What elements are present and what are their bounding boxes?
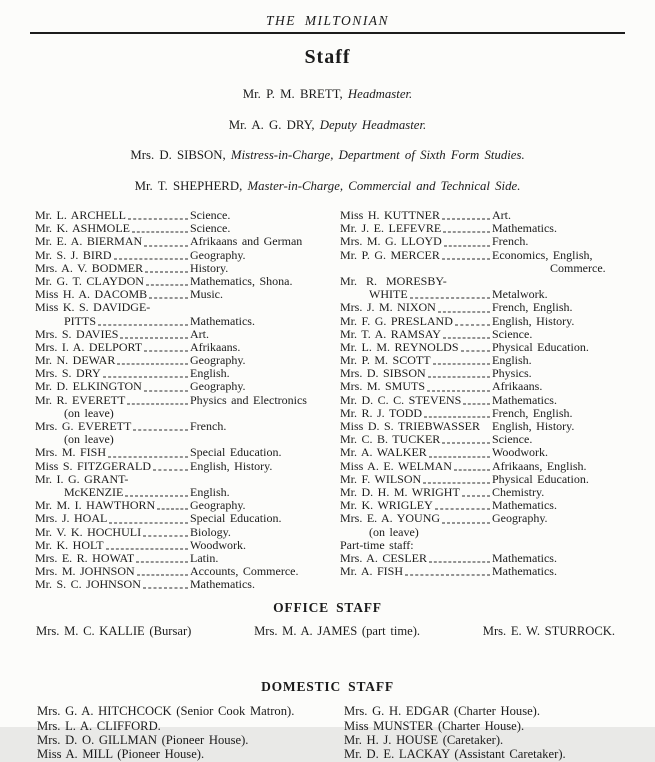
staff-subject: Mathematics. — [492, 221, 557, 236]
staff-name: Mr. R. J. TODD — [340, 405, 423, 420]
dotted-leader — [144, 378, 188, 391]
staff-name: Mrs. G. EVERETT — [35, 419, 132, 433]
staff-name: Mrs. A. CESLER — [340, 550, 428, 565]
leadership-role: Headmaster. — [347, 87, 413, 101]
staff-name: Miss H. A. DACOMB — [35, 287, 148, 302]
dotted-leader — [444, 233, 490, 246]
staff-subject: History. — [190, 260, 229, 275]
leadership-line — [0, 87, 655, 102]
staff-subject: Physics and Electronics — [190, 392, 307, 407]
dotted-leader — [132, 220, 188, 233]
staff-subject: French. — [492, 234, 529, 249]
domestic-staff-member: Mr. D. E. LACKAY (Assistant Caretaker). — [344, 747, 566, 762]
staff-name: Mrs. S. DRY — [35, 366, 101, 381]
leader-spacer — [416, 536, 490, 549]
staff-row — [340, 394, 650, 407]
staff-subject: Economics, English, — [492, 247, 593, 262]
staff-name: Mrs. M. G. LLOYD — [340, 234, 442, 249]
leader-spacer — [116, 404, 188, 417]
staff-name: Mrs. M. SMUTS — [340, 379, 426, 394]
staff-row — [340, 460, 650, 473]
dotted-leader — [461, 338, 490, 351]
staff-row — [340, 512, 650, 525]
dotted-leader — [120, 325, 188, 338]
staff-name: (on leave) — [369, 524, 419, 539]
page-header — [0, 0, 655, 34]
dotted-leader — [442, 207, 490, 220]
domestic-staff-member: Mrs. G. A. HITCHCOCK (Senior Cook Matron). — [37, 704, 295, 719]
leadership-name: Mr. A. G. DRY, — [228, 117, 315, 132]
staff-row — [340, 235, 650, 248]
staff-name: Miss S. FITZGERALD — [35, 458, 152, 473]
dotted-leader — [423, 470, 490, 483]
dotted-leader — [463, 391, 490, 404]
staff-column-right — [340, 209, 650, 591]
dotted-leader — [117, 352, 188, 365]
staff-subject: Geography. — [492, 511, 548, 526]
staff-row — [340, 446, 650, 459]
staff-subject: French, English. — [492, 300, 573, 315]
dotted-leader — [427, 378, 490, 391]
domestic-staff-columns — [0, 704, 655, 761]
staff-name: Miss D. S. TRIEBWASSER — [340, 419, 480, 433]
office-staff-member: Mrs. M. A. JAMES (part time). — [254, 624, 421, 639]
leadership-name: Mrs. D. SIBSON, — [130, 148, 226, 162]
staff-name: Mrs. S. DAVIES — [35, 326, 119, 341]
staff-subject: Mathematics, Shona. — [190, 273, 293, 288]
staff-name: Mr. L. ARCHELL — [35, 208, 127, 222]
staff-name: Mr. K. ASHMOLE — [35, 221, 131, 236]
staff-name: Mr. G. T. CLAYDON — [35, 273, 144, 288]
dotted-leader — [153, 457, 188, 470]
staff-name: Mr. R. MORESBY- — [340, 273, 447, 288]
dotted-leader — [136, 549, 188, 562]
staff-subject — [190, 301, 340, 314]
dotted-leader — [98, 312, 188, 325]
staff-subject: Art. — [492, 208, 511, 222]
staff-subject: Science. — [190, 221, 231, 236]
domestic-staff-member: Mrs. L. A. CLIFFORD. — [37, 718, 161, 733]
staff-name: WHITE — [369, 287, 408, 302]
staff-name: Mr. C. B. TUCKER — [340, 432, 441, 447]
staff-name: Mr. V. K. HOCHULI — [35, 524, 142, 539]
staff-subject — [492, 539, 650, 552]
staff-subject — [190, 473, 340, 486]
staff-name: Mr. D. H. M. WRIGHT — [340, 484, 460, 499]
staff-row — [340, 380, 650, 393]
dotted-leader — [429, 549, 490, 562]
staff-name: Mr. P. G. MERCER — [340, 247, 440, 262]
staff-name: McKENZIE — [64, 484, 124, 499]
staff-name: Miss H. KUTTNER — [340, 208, 441, 222]
dotted-leader — [442, 246, 490, 259]
staff-list — [0, 209, 655, 591]
staff-subject: Mathematics. — [190, 313, 255, 328]
leadership-line — [0, 148, 655, 163]
staff-name: Mr. L. M. REYNOLDS — [340, 339, 459, 354]
staff-name: Mr. J. E. LEFEVRE — [340, 221, 442, 236]
dotted-leader — [133, 418, 188, 431]
leadership-name: Mr. P. M. BRETT, — [242, 87, 343, 101]
staff-name: Mr. I. G. GRANT- — [35, 471, 129, 486]
staff-name: Mrs. I. A. DELPORT — [35, 339, 143, 354]
office-staff-member: Mrs. E. W. STURROCK. — [482, 624, 615, 639]
dotted-leader — [127, 391, 188, 404]
leadership-line — [0, 118, 655, 133]
domestic-staff-column-left — [37, 704, 344, 761]
staff-column-left — [35, 209, 340, 591]
staff-subject: Mathematics. — [492, 564, 557, 579]
dotted-leader — [438, 299, 490, 312]
staff-subject: English, History. — [492, 313, 575, 328]
staff-name: Mr. N. DEWAR — [35, 353, 116, 368]
staff-subject: Afrikaans. — [190, 339, 241, 354]
dotted-leader — [443, 325, 490, 338]
staff-subject: English. — [492, 353, 532, 368]
dotted-leader — [433, 352, 490, 365]
staff-subject: Woodwork. — [492, 445, 549, 460]
staff-subject: Science. — [492, 432, 533, 447]
domestic-staff-member: Miss MUNSTER (Charter House). — [344, 718, 525, 733]
staff-subject: Mathematics. — [492, 550, 557, 565]
staff-subject: Chemistry. — [492, 484, 545, 499]
dotted-leader — [106, 536, 188, 549]
staff-name: Mrs. A. V. BODMER — [35, 260, 144, 275]
staff-name: Miss A. E. WELMAN — [340, 458, 452, 473]
staff-subject: English. — [190, 366, 230, 381]
staff-subject: English, History. — [190, 458, 273, 473]
staff-subject: French, English. — [492, 405, 573, 420]
staff-name: (on leave) — [64, 405, 114, 420]
staff-row — [340, 473, 650, 486]
staff-name: Mr. T. A. RAMSAY — [340, 326, 441, 341]
dotted-leader — [442, 431, 490, 444]
staff-row — [340, 301, 650, 314]
staff-row — [340, 539, 650, 552]
dotted-leader — [429, 444, 490, 457]
page-title: Staff — [304, 46, 351, 68]
domestic-staff-section — [0, 679, 655, 761]
staff-subject: Afrikaans. — [492, 379, 543, 394]
staff-subject: French. — [190, 419, 227, 433]
staff-name: Mr. D. ELKINGTON — [35, 379, 142, 394]
dotted-leader — [114, 246, 188, 259]
dotted-leader — [109, 510, 188, 523]
staff-subject: Geography. — [190, 353, 246, 368]
domestic-staff-member: Mr. H. J. HOUSE (Caretaker). — [344, 733, 504, 748]
staff-name: Mr. R. EVERETT — [35, 392, 126, 407]
domestic-staff-member: Mrs. G. H. EDGAR (Charter House). — [344, 704, 541, 719]
staff-subject: Latin. — [190, 550, 219, 565]
dotted-leader — [454, 457, 490, 470]
leader-spacer — [421, 523, 490, 536]
office-staff-section — [0, 600, 655, 639]
staff-name: Mr. F. WILSON — [340, 471, 422, 486]
dotted-leader — [424, 404, 490, 417]
staff-name: Mrs. M. JOHNSON — [35, 564, 135, 579]
dotted-leader — [442, 510, 490, 523]
staff-subject: Commerce. — [550, 260, 606, 275]
office-staff-row — [0, 624, 655, 639]
leadership-name: Mr. T. SHEPHERD, — [134, 178, 243, 193]
dotted-leader — [435, 497, 490, 510]
staff-subject: Physical Education. — [492, 339, 589, 354]
dotted-leader — [137, 563, 188, 576]
staff-subject: Special Education. — [190, 445, 282, 460]
dotted-leader — [146, 272, 188, 285]
leader-spacer — [342, 259, 490, 272]
journal-title: THE MILTONIAN — [265, 13, 390, 28]
staff-name: Mrs. J. M. NIXON — [340, 300, 436, 315]
staff-subject: Science. — [190, 208, 231, 222]
staff-name: Mr. S. C. JOHNSON — [35, 577, 141, 592]
staff-name: Mrs. E. A. YOUNG — [340, 511, 441, 526]
staff-row — [340, 262, 650, 275]
staff-subject: Afrikaans, English. — [492, 458, 587, 473]
leadership-role: Deputy Headmaster. — [319, 117, 427, 132]
dotted-leader — [157, 497, 188, 510]
staff-name: Mr. K. WRIGLEY — [340, 498, 433, 513]
staff-row — [35, 578, 340, 591]
staff-row — [340, 565, 650, 578]
leader-spacer — [449, 272, 490, 285]
staff-subject: Mathematics. — [492, 498, 557, 513]
dotted-leader — [143, 523, 188, 536]
dotted-leader — [128, 207, 188, 220]
staff-subject: Science. — [492, 326, 533, 341]
staff-subject: Geography. — [190, 247, 246, 262]
staff-name: Mr. E. A. BIERMAN — [35, 234, 143, 249]
staff-subject: Physical Education. — [492, 471, 589, 486]
domestic-staff-heading: DOMESTIC STAFF — [261, 679, 394, 695]
staff-name: Mr. M. I. HAWTHORN — [35, 498, 156, 513]
staff-name: Mr. A. WALKER — [340, 445, 427, 460]
staff-name: Mrs. D. SIBSON — [340, 366, 426, 381]
staff-row — [340, 315, 650, 328]
staff-subject: Art. — [190, 326, 209, 341]
staff-subject: Afrikaans and German — [190, 234, 303, 249]
dotted-leader — [428, 365, 490, 378]
leadership-section — [0, 87, 655, 194]
leadership-role: Mistress-in-Charge, Department of Sixth Form Studies. — [230, 148, 525, 162]
dotted-leader — [455, 312, 490, 325]
leader-spacer — [130, 470, 188, 483]
staff-subject: English. — [190, 484, 230, 499]
staff-subject: Music. — [190, 287, 223, 302]
domestic-staff-column-right — [344, 704, 655, 761]
dotted-leader — [108, 444, 188, 457]
dotted-leader — [149, 286, 188, 299]
office-staff-member: Mrs. M. C. KALLIE (Bursar) — [36, 624, 192, 639]
staff-name: Mr. F. G. PRESLAND — [340, 313, 453, 328]
staff-name: Mr. K. HOLT — [35, 537, 104, 552]
leadership-role: Master-in-Charge, Commercial and Technical Side. — [247, 178, 521, 193]
dotted-leader — [143, 576, 188, 589]
leader-spacer — [482, 418, 490, 431]
staff-row — [340, 526, 650, 539]
leader-spacer — [116, 431, 188, 444]
staff-subject: Geography. — [190, 379, 246, 394]
staff-name: Mrs. E. R. HOWAT — [35, 550, 135, 565]
staff-name: Mrs. J. HOAL — [35, 511, 108, 526]
leader-spacer — [152, 299, 188, 312]
dotted-leader — [125, 483, 188, 496]
dotted-leader — [144, 338, 188, 351]
staff-name: Miss K. S. DAVIDGE- — [35, 300, 151, 315]
staff-name: PITTS — [64, 313, 97, 328]
dotted-leader — [145, 259, 188, 272]
staff-subject: Metalwork. — [492, 287, 548, 302]
staff-subject: Accounts, Commerce. — [190, 564, 299, 579]
staff-name: Part-time staff: — [340, 537, 414, 552]
staff-subject: Geography. — [190, 498, 246, 513]
header-rule — [30, 32, 625, 34]
domestic-staff-member: Mrs. D. O. GILLMAN (Pioneer House). — [37, 733, 249, 748]
staff-subject: Special Education. — [190, 511, 282, 526]
staff-subject: Physics. — [492, 366, 532, 381]
staff-subject: Biology. — [190, 524, 231, 539]
dotted-leader — [405, 563, 490, 576]
staff-subject — [492, 526, 650, 539]
staff-name: (on leave) — [64, 432, 114, 447]
staff-subject: Mathematics. — [492, 392, 557, 407]
staff-subject: Mathematics. — [190, 577, 255, 592]
dotted-leader — [462, 483, 490, 496]
dotted-leader — [144, 233, 188, 246]
staff-name: Mr. D. C. C. STEVENS — [340, 392, 462, 407]
staff-row — [340, 328, 650, 341]
staff-name: Mr. S. J. BIRD — [35, 247, 112, 262]
leadership-line — [0, 179, 655, 194]
staff-subject: Woodwork. — [190, 537, 247, 552]
office-staff-heading: OFFICE STAFF — [273, 600, 382, 616]
staff-name: Mr. P. M. SCOTT — [340, 353, 431, 368]
domestic-staff-member: Miss A. MILL (Pioneer House). — [37, 747, 205, 762]
dotted-leader — [103, 365, 188, 378]
dotted-leader — [443, 220, 490, 233]
staff-name: Mrs. M. FISH — [35, 445, 107, 460]
staff-name: Mr. A. FISH — [340, 564, 404, 579]
dotted-leader — [410, 286, 490, 299]
staff-subject: English, History. — [492, 419, 575, 433]
